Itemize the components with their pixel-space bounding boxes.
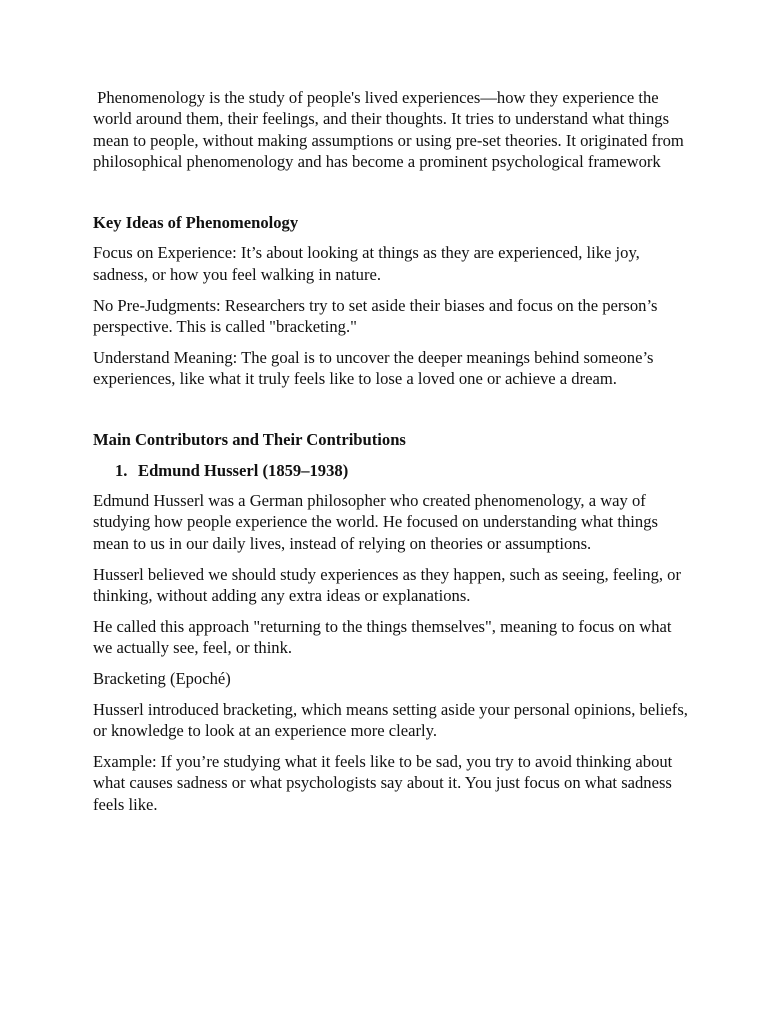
contributor-1-heading [93,460,693,481]
key-idea-no-pre-judgments: No Pre-Judgments: Researchers try to set aside their biases and focus on the person’s perspective. This is called "bracketing." [93,295,662,336]
key-idea-understand-meaning: Understand Meaning: The goal is to uncover the deeper meanings behind someone’s experiences, like what it truly feels like to lose a loved one or achieve a dream. [93,347,658,389]
contributor-name: Edmund Husserl (1859–1938) [138,460,349,480]
husserl-paragraph-1: Edmund Husserl was a German philosopher who created phenomenology, a way of studying how people experience the world. He focused on understanding what things mean to us in our daily lives, instead of relying on theories or assumptions. [93,491,663,553]
key-idea-focus-on-experience: Focus on Experience: It’s about looking at things as they are experienced, like joy, sadness, or how you feel walking in nature. [93,243,644,284]
contributors-heading: Main Contributors and Their Contributions [93,430,406,450]
key-ideas-heading: Key Ideas of Phenomenology [93,213,299,233]
document-page [93,87,693,824]
husserl-paragraph-3: He called this approach "returning to the things themselves", meaning to focus on what we actually see, feel, or think. [93,616,676,658]
husserl-paragraph-2: Husserl believed we should study experiences as they happen, such as seeing, feeling, or thinking, without adding any extra ideas or explanations. [93,564,686,605]
intro-paragraph: Phenomenology is the study of people's lived experiences—how they experience the world around them, their feelings, and their thoughts. It tries to understand what things mean to people, without making assumptions or using pre-set theories. It originated from philosophical phenomenology and has become a prominent psychological framework [93,88,688,171]
husserl-example-paragraph: Example: If you’re studying what it feels like to be sad, you try to avoid thinking about what causes sadness or what psychologists say about it. You just focus on what sadness feels like. [93,751,677,814]
husserl-paragraph-4: Husserl introduced bracketing, which means setting aside your personal opinions, beliefs, or knowledge to look at an experience more clearly. [93,699,693,741]
bracketing-subheading: Bracketing (Epoché) [93,668,231,688]
list-number: 1. [115,460,128,480]
